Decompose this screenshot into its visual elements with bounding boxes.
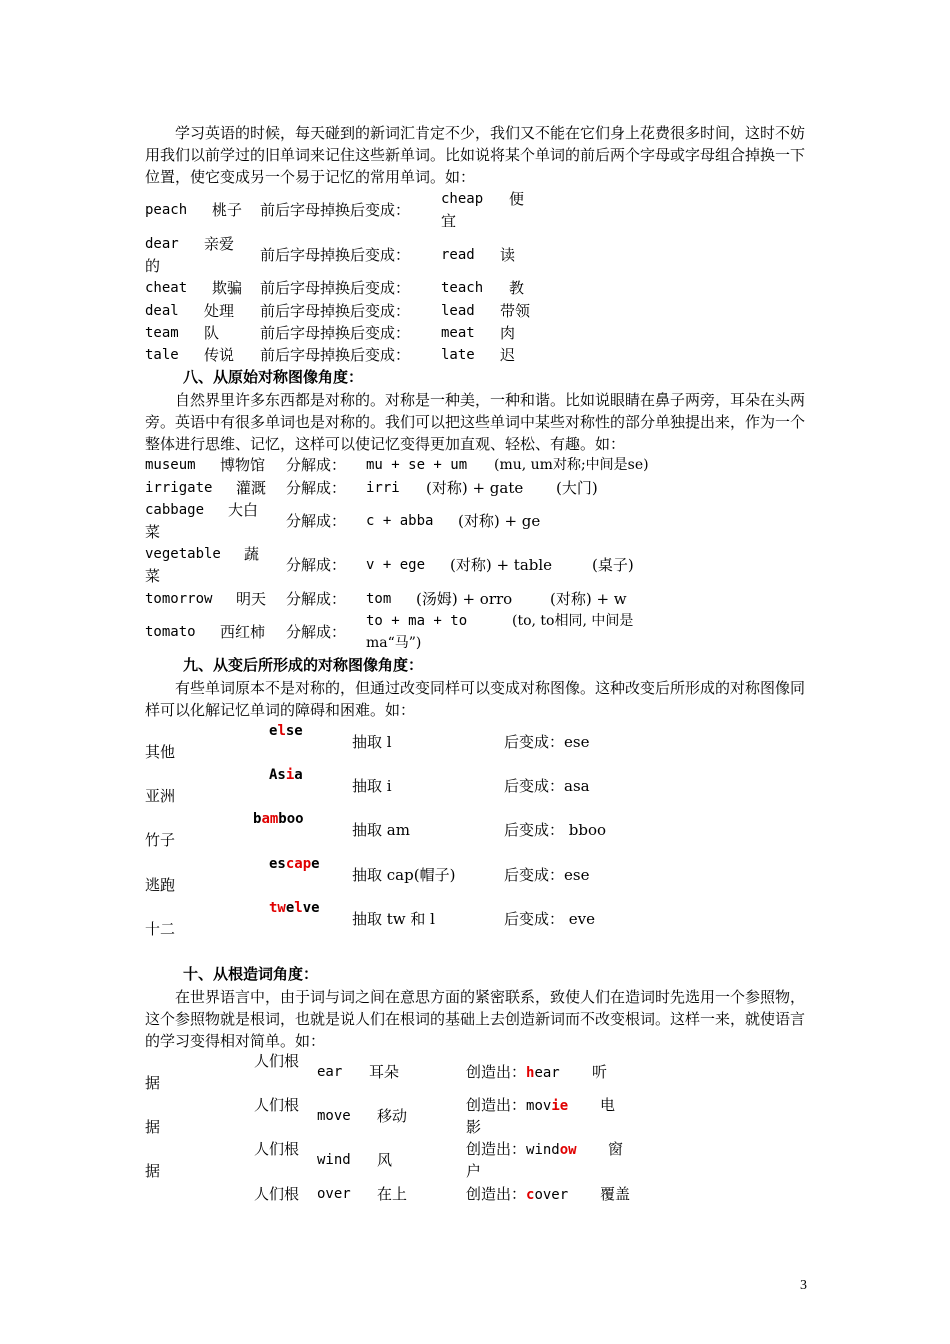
root-new-meaning: 电 bbox=[600, 1096, 616, 1114]
sym-note-cont: (桌子) bbox=[592, 556, 634, 574]
sym-parts: tom bbox=[366, 591, 392, 607]
transform-meaning: 其他 bbox=[145, 743, 176, 761]
transform-meaning: 十二 bbox=[145, 920, 176, 938]
sym-label: 分解成： bbox=[286, 623, 347, 641]
swap-result: cheap bbox=[441, 191, 484, 207]
sym-note: (对称) + gate bbox=[426, 479, 524, 497]
sym-meaning: 明天 bbox=[236, 590, 267, 608]
transform-extract: 抽取 cap(帽子) bbox=[352, 866, 456, 884]
swap-result-meaning: 读 bbox=[500, 246, 516, 264]
root-word: ear bbox=[317, 1064, 343, 1080]
sym-parts: mu + se + um bbox=[366, 457, 468, 473]
swap-word: dear bbox=[145, 236, 179, 252]
root-label: 人们根 bbox=[254, 1052, 300, 1070]
root-label: 人们根 bbox=[254, 1140, 300, 1158]
section-8-title: 八、从原始对称图像角度： bbox=[183, 368, 364, 386]
section-8-paragraph: 自然界里许多东西都是对称的。对称是一种美，一种和谐。比如说眼睛在鼻子两旁，耳朵在头两旁。英语中有很多单词也是对称的。我们可以把这些单词中某些对称性的部分单独提出来，作为一个整体进行思维、记忆，这样可以使记忆变得更加直观、轻松、有趣。如： bbox=[145, 391, 806, 453]
section-9-title: 九、从变后所形成的对称图像角度： bbox=[183, 656, 424, 674]
root-label: 人们根 bbox=[254, 1185, 300, 1203]
swap-label: 前后字母掉换后变成： bbox=[260, 324, 411, 342]
sym-label: 分解成： bbox=[286, 512, 347, 530]
root-label-cont: 据 bbox=[145, 1118, 161, 1136]
sym-meaning: 大白 bbox=[228, 501, 259, 519]
root-created: 创造出：hear bbox=[466, 1063, 560, 1081]
sym-word: vegetable bbox=[145, 546, 221, 562]
sym-meaning: 蔬 bbox=[244, 545, 260, 563]
swap-meaning: 桃子 bbox=[212, 201, 243, 219]
sym-note: (to, to相同, 中间是 bbox=[512, 613, 634, 629]
swap-result-meaning: 带领 bbox=[500, 302, 531, 320]
root-meaning: 风 bbox=[377, 1151, 393, 1169]
root-label-cont: 据 bbox=[145, 1162, 161, 1180]
sym-parts: to + ma + to bbox=[366, 613, 468, 629]
swap-result-meaning: 教 bbox=[509, 279, 525, 297]
swap-label: 前后字母掉换后变成： bbox=[260, 246, 411, 264]
swap-label: 前后字母掉换后变成： bbox=[260, 346, 411, 364]
swap-label: 前后字母掉换后变成： bbox=[260, 279, 411, 297]
swap-word: peach bbox=[145, 202, 188, 218]
root-meaning: 耳朵 bbox=[369, 1063, 400, 1081]
root-label: 人们根 bbox=[254, 1096, 300, 1114]
sym-label: 分解成： bbox=[286, 479, 347, 497]
swap-meaning: 传说 bbox=[204, 346, 235, 364]
root-new-meaning-cont: 户 bbox=[466, 1162, 482, 1180]
swap-label: 前后字母掉换后变成： bbox=[260, 201, 411, 219]
root-created: 创造出：window bbox=[466, 1140, 577, 1158]
root-new-meaning: 听 bbox=[592, 1063, 608, 1081]
swap-meaning: 欺骗 bbox=[212, 279, 243, 297]
sym-meaning-cont: 菜 bbox=[145, 567, 161, 585]
sym-note: (mu, um对称;中间是se) bbox=[494, 457, 649, 473]
section-10-paragraph: 在世界语言中，由于词与词之间在意思方面的紧密联系，致使人们在造词时先选用一个参照物，这个参照物就是根词，也就是说人们在根词的基础上去创造新词而不改变根词。这样一来，就使语言的学习变得相对简单。如： bbox=[145, 988, 806, 1050]
swap-result: lead bbox=[441, 303, 475, 319]
swap-meaning: 队 bbox=[204, 324, 220, 342]
transform-result: 后变成：asa bbox=[504, 777, 590, 795]
swap-word: cheat bbox=[145, 280, 188, 296]
sym-parts: irri bbox=[366, 480, 400, 496]
transform-result: 后变成： eve bbox=[504, 910, 595, 928]
transform-word: else bbox=[269, 723, 303, 739]
sym-meaning: 灌溉 bbox=[236, 479, 267, 497]
swap-result: read bbox=[441, 247, 475, 263]
sym-meaning-cont: 菜 bbox=[145, 523, 161, 541]
swap-label: 前后字母掉换后变成： bbox=[260, 302, 411, 320]
swap-result: late bbox=[441, 347, 475, 363]
root-new-meaning: 窗 bbox=[608, 1140, 624, 1158]
root-word: over bbox=[317, 1186, 351, 1202]
root-word: wind bbox=[317, 1152, 351, 1168]
sym-parts: v + ege bbox=[366, 557, 426, 573]
swap-meaning-cont: 的 bbox=[145, 257, 161, 275]
sym-note: (对称) + table bbox=[450, 556, 553, 574]
sym-word: cabbage bbox=[145, 502, 205, 518]
sym-label: 分解成： bbox=[286, 456, 347, 474]
sym-word: museum bbox=[145, 457, 196, 473]
transform-word: escape bbox=[269, 856, 320, 872]
sym-parts: c + abba bbox=[366, 513, 434, 529]
sym-word: tomato bbox=[145, 624, 196, 640]
sym-word: tomorrow bbox=[145, 591, 213, 607]
root-meaning: 移动 bbox=[377, 1107, 408, 1125]
root-new-meaning-cont: 影 bbox=[466, 1118, 482, 1136]
swap-result-meaning: 肉 bbox=[500, 324, 516, 342]
section-10-title: 十、从根造词角度： bbox=[183, 965, 319, 983]
root-label-cont: 据 bbox=[145, 1074, 161, 1092]
sym-label: 分解成： bbox=[286, 590, 347, 608]
sym-word: irrigate bbox=[145, 480, 213, 496]
swap-result-meaning: 迟 bbox=[500, 346, 516, 364]
swap-word: tale bbox=[145, 347, 179, 363]
sym-note-cont: (大门) bbox=[556, 479, 598, 497]
sym-note: (汤姆) + orro bbox=[416, 590, 513, 608]
root-meaning: 在上 bbox=[377, 1185, 408, 1203]
transform-meaning: 亚洲 bbox=[145, 787, 176, 805]
transform-result: 后变成：ese bbox=[504, 733, 590, 751]
transform-extract: 抽取 i bbox=[352, 777, 392, 795]
swap-result-meaning: 便 bbox=[509, 190, 525, 208]
sym-label: 分解成： bbox=[286, 556, 347, 574]
intro-paragraph: 学习英语的时候，每天碰到的新词汇肯定不少，我们又不能在它们身上花费很多时间，这时不妨用我们以前学过的旧单词来记住这些新单词。比如说将某个单词的前后两个字母或字母组合掉换一下位置，使它变成另一个易于记忆的常用单词。如： bbox=[145, 124, 806, 186]
swap-word: team bbox=[145, 325, 179, 341]
sym-meaning: 西红柿 bbox=[220, 623, 266, 641]
swap-result: meat bbox=[441, 325, 475, 341]
transform-result: 后变成： bboo bbox=[504, 821, 607, 839]
page-number: 3 bbox=[800, 1278, 807, 1293]
sym-meaning: 博物馆 bbox=[220, 456, 266, 474]
root-new-meaning: 覆盖 bbox=[600, 1185, 631, 1203]
swap-word: deal bbox=[145, 303, 179, 319]
transform-extract: 抽取 am bbox=[352, 821, 410, 839]
root-created: 创造出：cover bbox=[466, 1185, 569, 1203]
swap-meaning: 亲爱 bbox=[204, 235, 235, 253]
transform-word: Asia bbox=[269, 767, 303, 783]
root-word: move bbox=[317, 1108, 351, 1124]
transform-word: bamboo bbox=[253, 811, 304, 827]
transform-extract: 抽取 tw 和 l bbox=[352, 910, 435, 928]
transform-result: 后变成：ese bbox=[504, 866, 590, 884]
transform-word: twelve bbox=[269, 900, 320, 916]
section-9-paragraph: 有些单词原本不是对称的，但通过改变同样可以变成对称图像。这种改变后所形成的对称图像同样可以化解记忆单词的障碍和困难。如： bbox=[145, 679, 806, 719]
root-created: 创造出：movie bbox=[466, 1096, 569, 1114]
transform-meaning: 逃跑 bbox=[145, 876, 176, 894]
swap-meaning: 处理 bbox=[204, 302, 235, 320]
transform-extract: 抽取 l bbox=[352, 733, 392, 751]
sym-note: (对称) + ge bbox=[458, 512, 541, 530]
sym-parts-cont: ma“马”) bbox=[366, 635, 422, 651]
sym-note-cont: (对称) + w bbox=[550, 590, 627, 608]
swap-result: teach bbox=[441, 280, 484, 296]
swap-result-meaning-cont: 宜 bbox=[441, 212, 457, 230]
transform-meaning: 竹子 bbox=[145, 831, 176, 849]
